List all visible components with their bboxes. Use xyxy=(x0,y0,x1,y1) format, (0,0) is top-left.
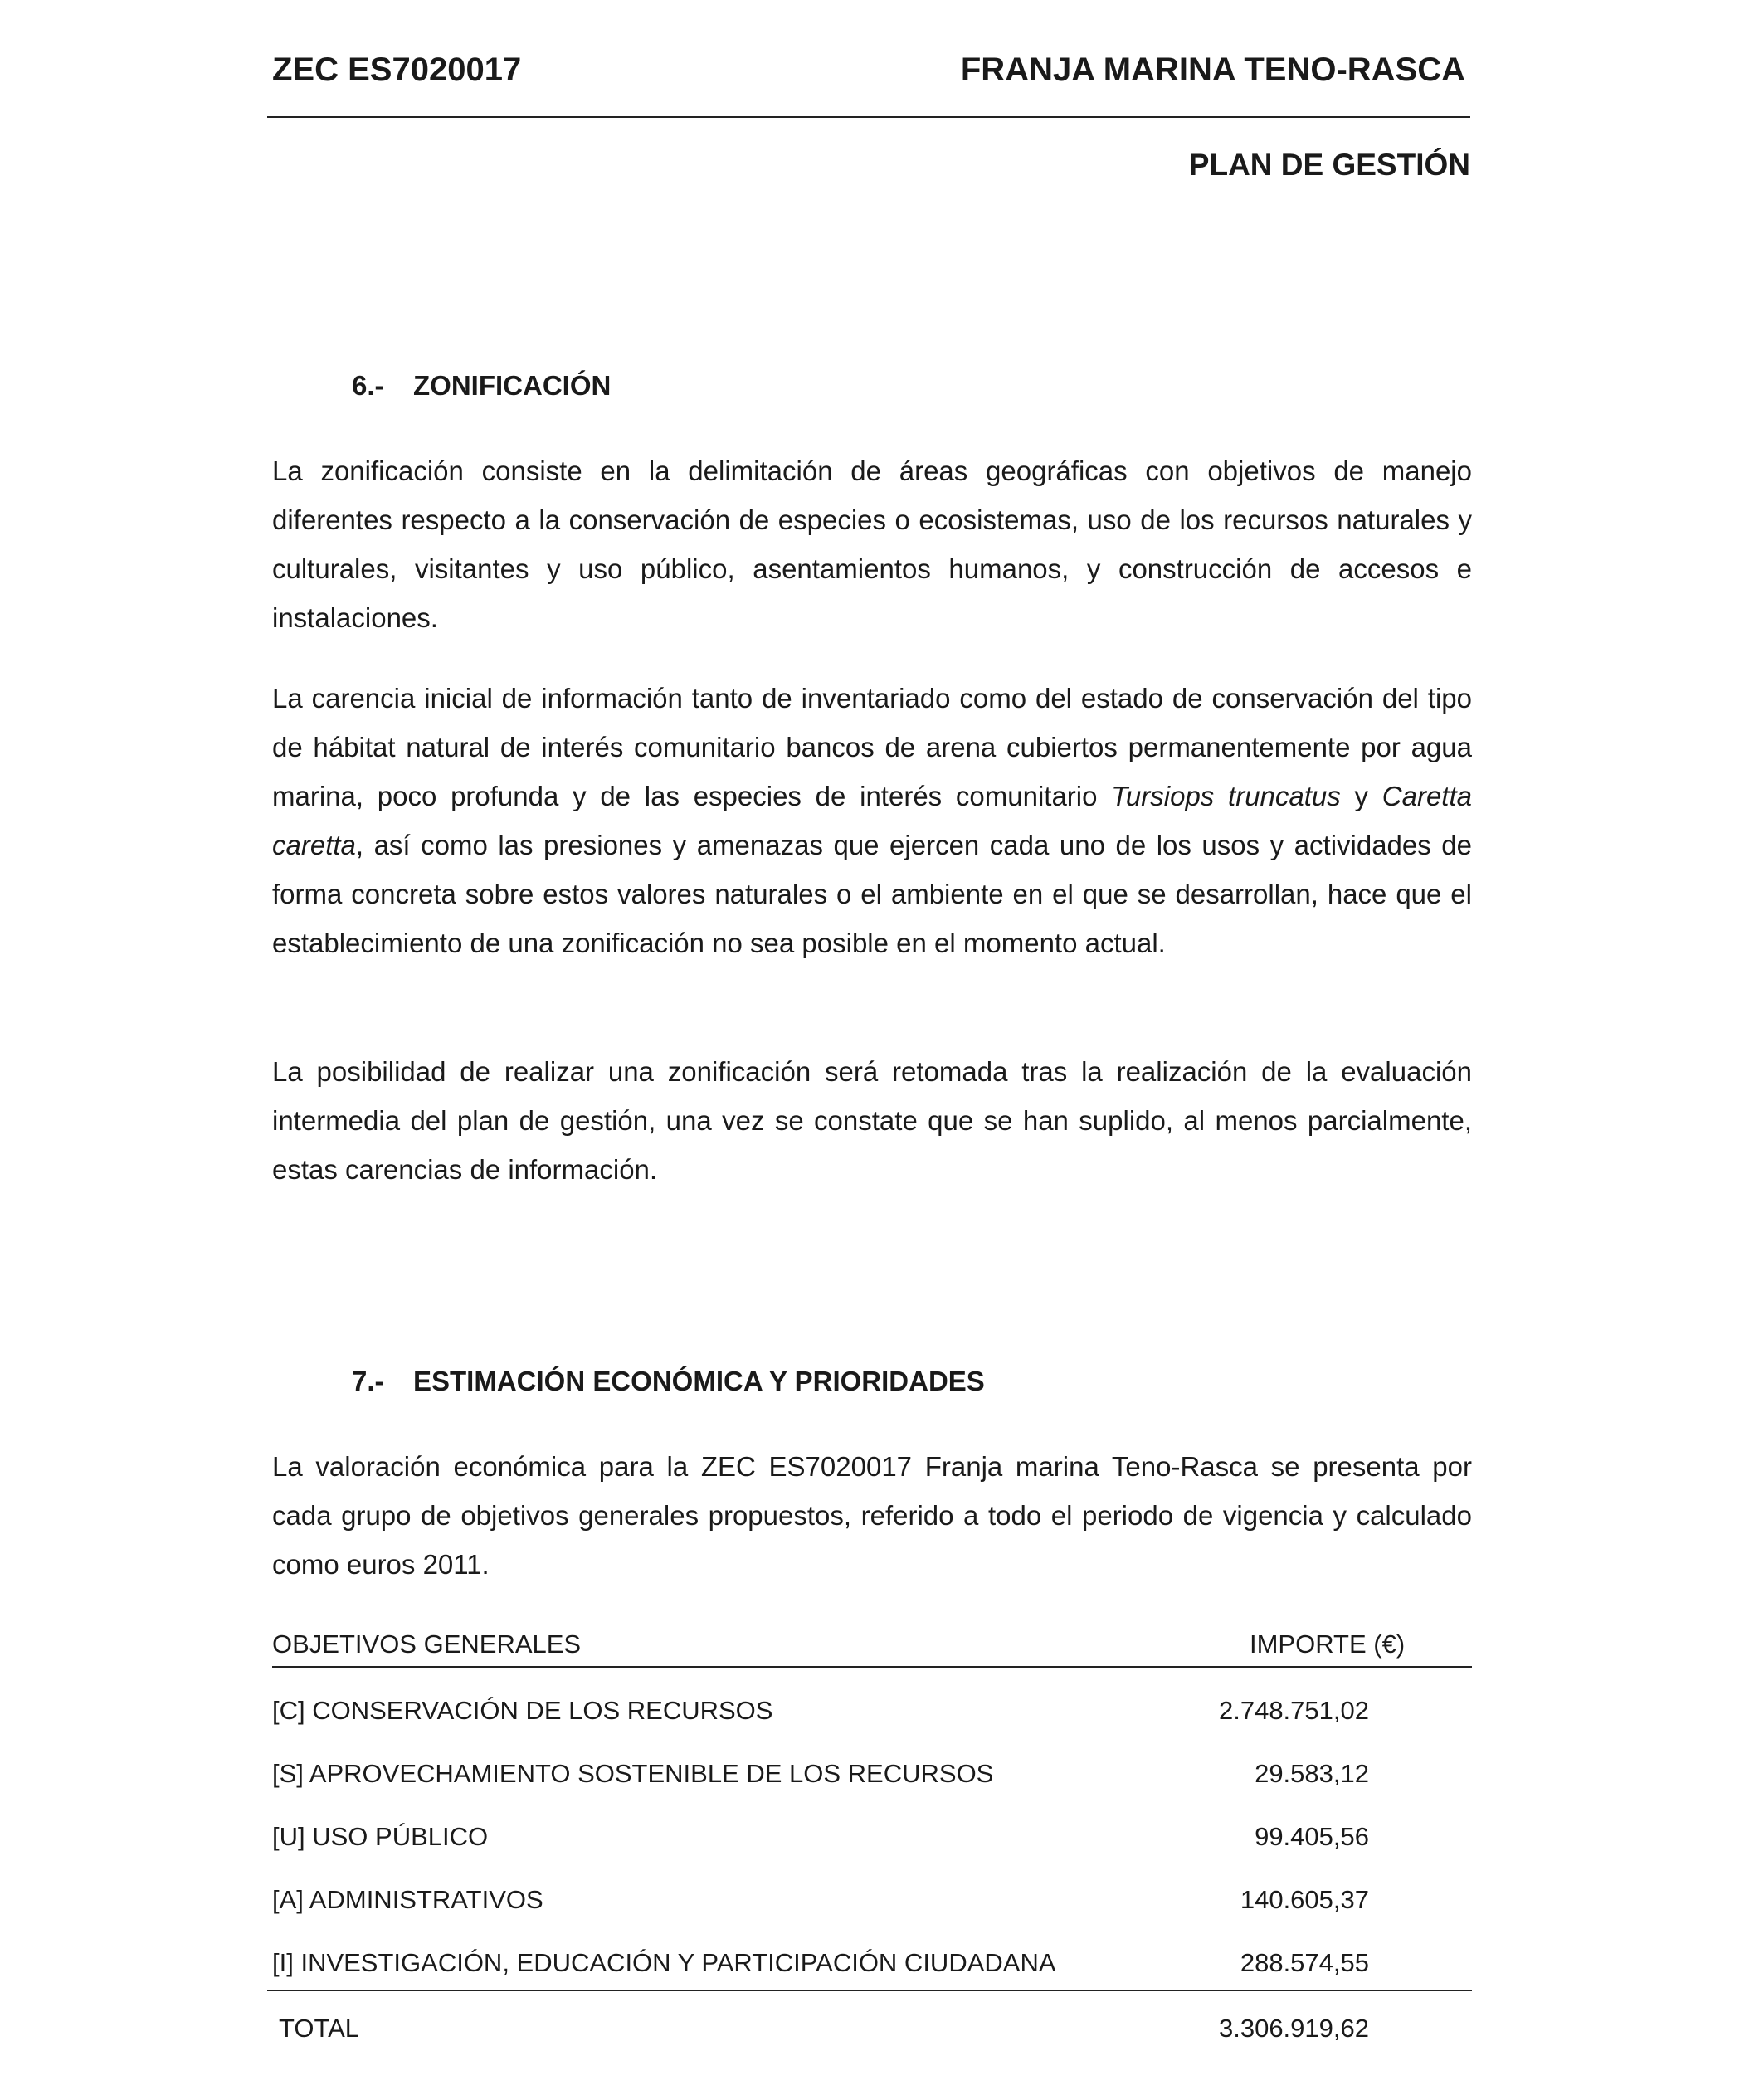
row-label: [A] ADMINISTRATIVOS xyxy=(272,1885,543,1914)
row-label: [U] USO PÚBLICO xyxy=(272,1822,489,1851)
row-label: [I] INVESTIGACIÓN, EDUCACIÓN Y PARTICIPACIÓN CIUDADANA xyxy=(272,1948,1056,1977)
section-title: ZONIFICACIÓN xyxy=(413,370,612,401)
row-label: [C] CONSERVACIÓN DE LOS RECURSOS xyxy=(272,1696,773,1725)
section-number: 6.- xyxy=(352,370,384,401)
species-name-caretta: Caretta caretta xyxy=(272,781,1472,860)
row-amount: 2.748.751,02 xyxy=(1218,1696,1369,1725)
page-header xyxy=(267,48,1470,118)
section-title: ESTIMACIÓN ECONÓMICA Y PRIORIDADES xyxy=(413,1366,985,1396)
paragraph-text: La carencia inicial de información tanto de inventariado como del estado de conservación del tipo de hábitat natural de interés comunitario bancos de arena cubiertos permanentemente por agua marina, poco profunda y de las especies de interés comunitario xyxy=(272,683,1472,811)
section-number: 7.- xyxy=(352,1366,384,1396)
table-row xyxy=(267,1948,1472,1991)
row-amount: 140.605,37 xyxy=(1240,1885,1369,1914)
paragraph-text: y xyxy=(1340,781,1382,811)
document-title: PLAN DE GESTIÓN xyxy=(1188,148,1470,182)
table-row xyxy=(272,1822,1472,1855)
row-amount: 29.583,12 xyxy=(1255,1759,1369,1788)
paragraph-economic-valuation: La valoración económica para la ZEC ES7020017 Franja marina Teno-Rasca se presenta por cada grupo de objetivos generales propuestos, referido a todo el periodo de vigencia y calculado como euros 2011. xyxy=(272,1451,1472,1580)
table-row xyxy=(272,1885,1472,1918)
total-amount: 3.306.919,62 xyxy=(1218,2014,1369,2043)
paragraph-zonificacion-definition: La zonificación consiste en la delimitación de áreas geográficas con objetivos de manejo diferentes respecto a la conservación de especies o ecosistemas, uso de los recursos naturales y culturales, visitantes y uso público, asentamientos humanos, y construcción de accesos e instalaciones. xyxy=(272,455,1472,633)
table-header xyxy=(272,1628,1472,1668)
paragraph-information-gap xyxy=(272,674,1472,967)
paragraph-text: , así como las presiones y amenazas que ejercen cada uno de los usos y actividades de forma concreta sobre estos valores naturales o el ambiente en el que se desarrollan, hace que el establecimiento de una zonificación no sea posible en el momento actual. xyxy=(272,830,1472,958)
column-header-objectives: OBJETIVOS GENERALES xyxy=(272,1630,582,1659)
row-label: [S] APROVECHAMIENTO SOSTENIBLE DE LOS RECURSOS xyxy=(272,1759,994,1788)
column-header-amount: IMPORTE (€) xyxy=(1250,1630,1406,1659)
row-amount: 99.405,56 xyxy=(1255,1822,1369,1851)
site-code: ZEC ES7020017 xyxy=(272,51,522,88)
table-row xyxy=(272,1759,1472,1792)
site-name: FRANJA MARINA TENO-RASCA xyxy=(960,51,1465,88)
table-row xyxy=(272,1696,1472,1729)
section-heading-zonificacion xyxy=(352,370,611,402)
total-label: TOTAL xyxy=(279,2014,360,2043)
row-amount: 288.574,55 xyxy=(1240,1948,1369,1977)
paragraph-future-zonificacion: La posibilidad de realizar una zonificación será retomada tras la realización de la evaluación intermedia del plan de gestión, una vez se constate que se han suplido, al menos parcialmente, estas carencias de información. xyxy=(272,1056,1472,1185)
species-name-tursiops: Tursiops truncatus xyxy=(1111,781,1341,811)
section-heading-estimacion xyxy=(352,1366,985,1397)
